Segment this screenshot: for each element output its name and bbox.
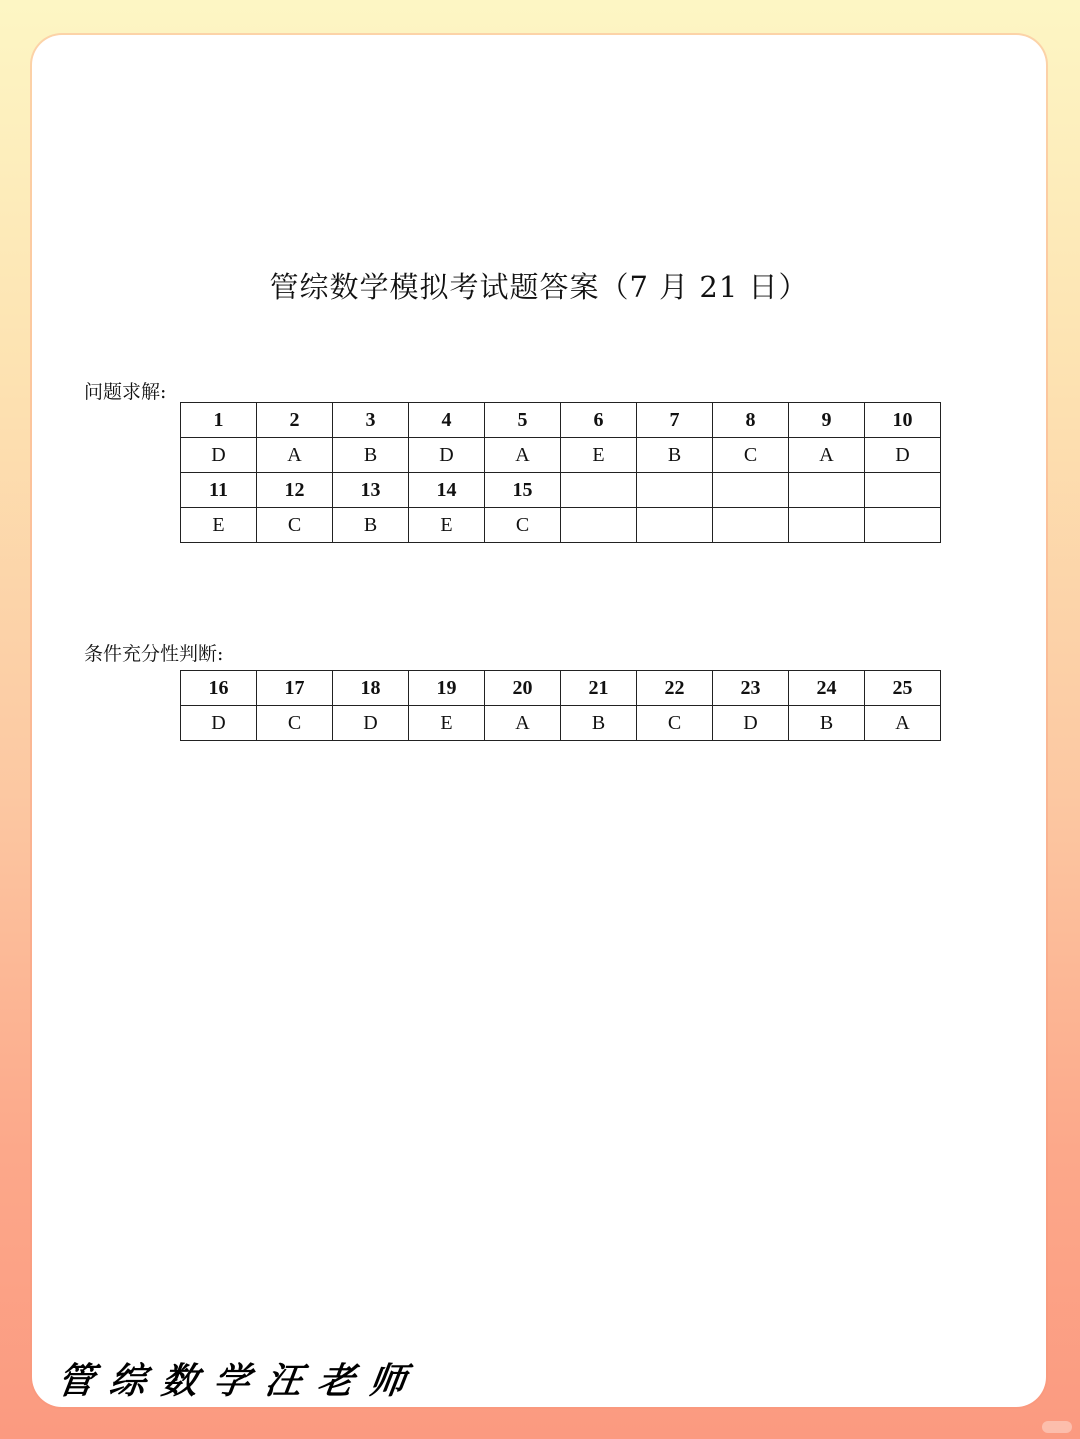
question-number-cell: 4 <box>409 403 485 438</box>
question-number-cell: 12 <box>257 473 333 508</box>
answer-cell: C <box>257 706 333 741</box>
question-number-cell: 25 <box>865 671 941 706</box>
page-title: 管综数学模拟考试题答案（7 月 21 日） <box>269 270 809 304</box>
answer-cell: D <box>181 706 257 741</box>
question-number-cell: 20 <box>485 671 561 706</box>
question-number-cell: 19 <box>409 671 485 706</box>
answer-cell: E <box>181 508 257 543</box>
question-number-cell: 13 <box>333 473 409 508</box>
answer-cell: C <box>485 508 561 543</box>
question-number-cell: 2 <box>257 403 333 438</box>
empty-cell <box>637 473 713 508</box>
question-number-cell: 22 <box>637 671 713 706</box>
empty-cell <box>789 473 865 508</box>
question-number-cell: 17 <box>257 671 333 706</box>
empty-cell <box>713 473 789 508</box>
table-row <box>181 508 941 543</box>
answer-table-problem-solving <box>180 402 941 543</box>
empty-cell <box>713 508 789 543</box>
question-number-cell: 14 <box>409 473 485 508</box>
empty-cell <box>865 508 941 543</box>
question-number-cell: 8 <box>713 403 789 438</box>
table-row <box>181 473 941 508</box>
answer-cell: B <box>333 438 409 473</box>
empty-cell <box>789 508 865 543</box>
answer-cell: C <box>637 706 713 741</box>
answer-cell: B <box>561 706 637 741</box>
answer-cell: C <box>257 508 333 543</box>
answer-cell: D <box>865 438 941 473</box>
table-row <box>181 671 941 706</box>
answer-table-sufficiency <box>180 670 941 741</box>
answer-cell: E <box>561 438 637 473</box>
answer-cell: A <box>485 438 561 473</box>
answer-cell: D <box>713 706 789 741</box>
corner-watermark <box>1042 1421 1072 1433</box>
question-number-cell: 3 <box>333 403 409 438</box>
question-number-cell: 24 <box>789 671 865 706</box>
answer-cell: D <box>181 438 257 473</box>
answer-cell: B <box>789 706 865 741</box>
answer-cell: D <box>409 438 485 473</box>
answer-cell: A <box>789 438 865 473</box>
empty-cell <box>865 473 941 508</box>
question-number-cell: 10 <box>865 403 941 438</box>
answer-cell: A <box>257 438 333 473</box>
answer-cell: D <box>333 706 409 741</box>
author-signature: 管综数学汪老师 <box>54 1360 425 1402</box>
empty-cell <box>561 473 637 508</box>
answer-cell: B <box>333 508 409 543</box>
question-number-cell: 21 <box>561 671 637 706</box>
question-number-cell: 6 <box>561 403 637 438</box>
question-number-cell: 7 <box>637 403 713 438</box>
table-row <box>181 438 941 473</box>
section-label-sufficiency: 条件充分性判断: <box>84 643 224 665</box>
question-number-cell: 1 <box>181 403 257 438</box>
table-row <box>181 706 941 741</box>
question-number-cell: 9 <box>789 403 865 438</box>
answer-cell: E <box>409 508 485 543</box>
section-label-problem-solving: 问题求解: <box>84 381 167 403</box>
answer-cell: A <box>485 706 561 741</box>
answer-cell: E <box>409 706 485 741</box>
answer-cell: A <box>865 706 941 741</box>
question-number-cell: 23 <box>713 671 789 706</box>
question-number-cell: 5 <box>485 403 561 438</box>
question-number-cell: 18 <box>333 671 409 706</box>
answer-cell: C <box>713 438 789 473</box>
answer-sheet-card <box>32 35 1046 1407</box>
question-number-cell: 15 <box>485 473 561 508</box>
empty-cell <box>561 508 637 543</box>
table-row <box>181 403 941 438</box>
empty-cell <box>637 508 713 543</box>
question-number-cell: 16 <box>181 671 257 706</box>
question-number-cell: 11 <box>181 473 257 508</box>
answer-cell: B <box>637 438 713 473</box>
